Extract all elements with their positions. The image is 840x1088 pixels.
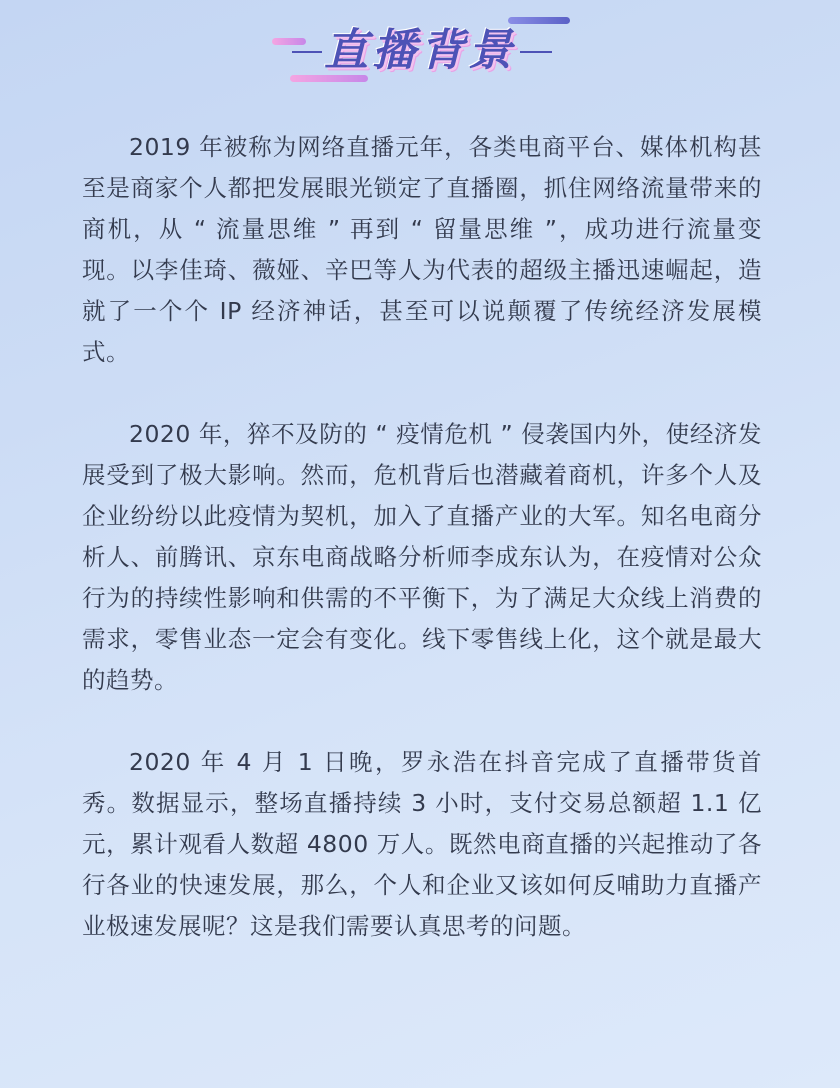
article-body [82,127,762,947]
paragraph-2020-epidemic: 2020 年，猝不及防的 “ 疫情危机 ” 侵袭国内外，使经济发展受到了极大影响。然而，危机背后也潜藏着商机，许多个人及企业纷纷以此疫情为契机，加入了直播产业的大军。知名电商分析人、前腾讯、京东电商战略分析师李成东认为，在疫情对公众行为的持续性影响和供需的不平衡下，为了满足大众线上消费的需求，零售业态一定会有变化。线下零售线上化，这个就是最大的趋势。 [82,420,762,694]
paragraph-2020-luo-yonghao: 2020 年 4 月 1 日晚，罗永浩在抖音完成了直播带货首秀。数据显示，整场直播持续 3 小时，支付交易总额超 1.1 亿元，累计观看人数超 4800 万人。既然电商直播的兴起推动了各行各业的快速发展，那么，个人和企业又该如何反哺助力直播产业极速发展呢？这是我们需要认真思考的问题。 [82,748,762,940]
page-title: 直播背景 [324,25,516,76]
paragraph-2019: 2019 年被称为网络直播元年，各类电商平台、媒体机构甚至是商家个人都把发展眼光锁定了直播圈，抓住网络流量带来的商机，从 “ 流量思维 ” 再到 “ 留量思维 ”，成功进行流量变现。以李佳琦、薇娅、辛巴等人为代表的超级主播迅速崛起，造就了一个个 IP 经济神话，甚至可以说颠覆了传统经济发展模式。 [82,133,762,366]
section-header [0,0,840,100]
